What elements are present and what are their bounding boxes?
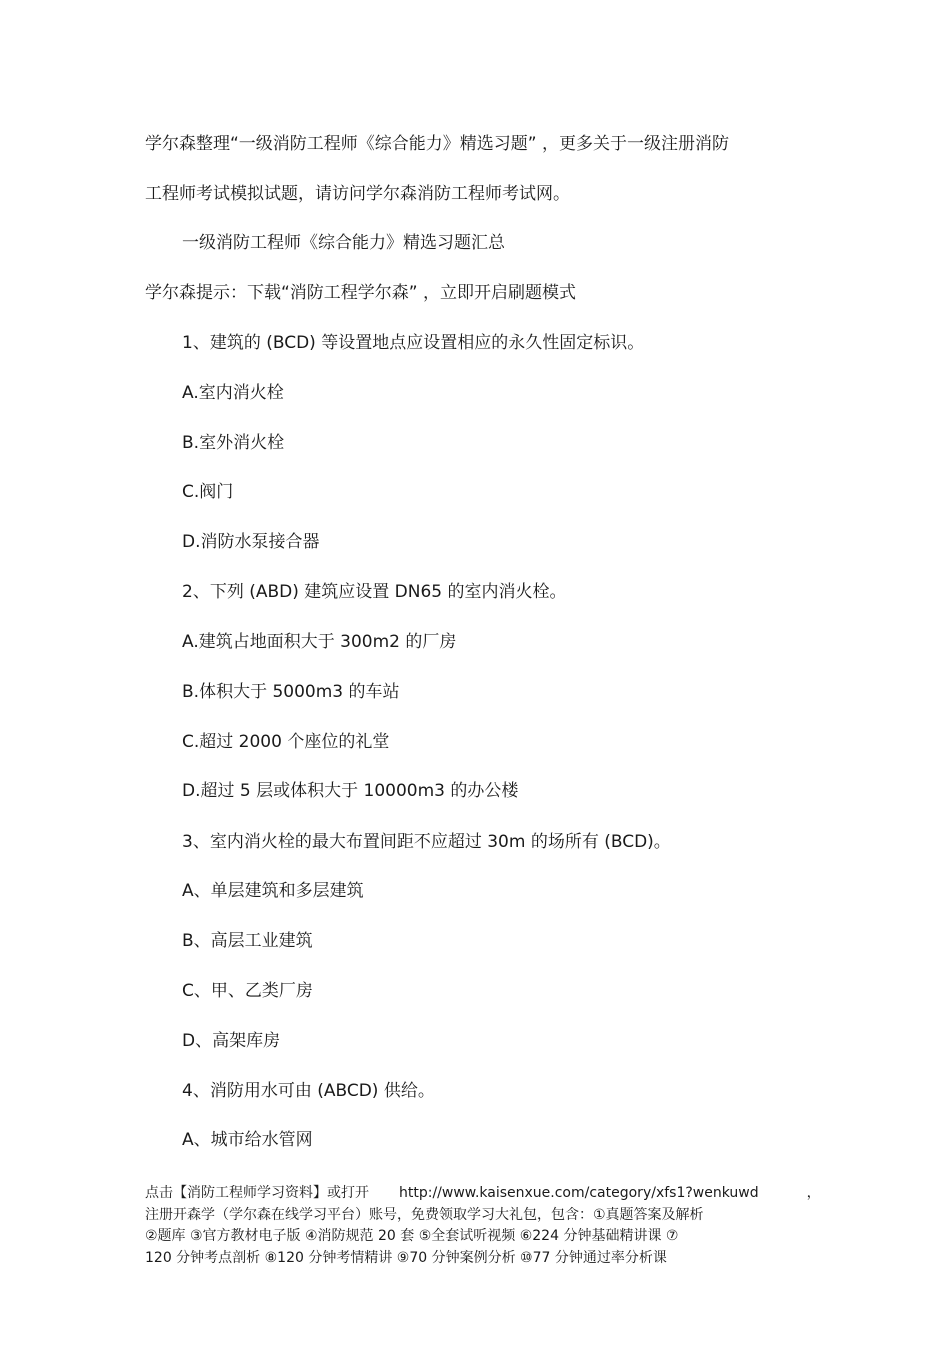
question-1-option-c: C.阀门 [182,482,234,502]
question-2-option-a: A.建筑占地面积大于 300m2 的厂房 [182,632,457,652]
question-1-option-a: A.室内消火栓 [182,383,284,403]
intro-line-2: 工程师考试模拟试题，请访问学尔森消防工程师考试网。 [145,184,570,204]
question-4-option-a: A、城市给水管网 [182,1130,313,1150]
question-1-stem: 1、建筑的 (BCD) 等设置地点应设置相应的永久性固定标识。 [182,333,645,353]
question-2-option-d: D.超过 5 层或体积大于 10000m3 的办公楼 [182,781,519,801]
intro-line-1: 学尔森整理“一级消防工程师《综合能力》精选习题” ，更多关于一级注册消防 [145,134,730,154]
question-3-option-d: D、高架库房 [182,1031,281,1051]
footer-row-3: ②题库 ③官方教材电子版 ④消防规范 20 套 ⑤全套试听视频 ⑥224 分钟基础精讲课 ⑦ [145,1228,679,1244]
footer-row-1 [145,1183,821,1205]
footer-row-2: 注册开森学（学尔森在线学习平台）账号，免费领取学习大礼包，包含：①真题答案及解析 [145,1206,704,1223]
question-3-option-a: A、单层建筑和多层建筑 [182,881,364,901]
question-1-option-d: D.消防水泵接合器 [182,532,320,552]
question-4-stem: 4、消防用水可由 (ABCD) 供给。 [182,1081,435,1101]
footer-url-link[interactable]: http://www.kaisenxue.com/category/xfs1?wenkuwd [399,1185,759,1201]
question-3-stem: 3、室内消火栓的最大布置间距不应超过 30m 的场所有 (BCD)。 [182,832,671,852]
question-3-option-b: B、高层工业建筑 [182,931,313,951]
footer-comma: ， [806,1185,821,1201]
question-2-option-b: B.体积大于 5000m3 的车站 [182,682,400,702]
footer-row-4: 120 分钟考点剖析 ⑧120 分钟考情精讲 ⑨70 分钟案例分析 ⑩77 分钟通过率分析课 [145,1249,667,1266]
tip-line: 学尔森提示：下载“消防工程学尔森” ，立即开启刷题模式 [145,283,577,303]
footer-link-text[interactable]: 点击【消防工程师学习资料】或打开 [145,1185,369,1201]
question-1-option-b: B.室外消火栓 [182,433,285,453]
question-3-option-c: C、甲、乙类厂房 [182,981,313,1001]
question-2-option-c: C.超过 2000 个座位的礼堂 [182,732,390,752]
section-title: 一级消防工程师《综合能力》精选习题汇总 [182,233,505,253]
promo-footer [145,1183,821,1269]
question-2-stem: 2、下列 (ABD) 建筑应设置 DN65 的室内消火栓。 [182,582,567,602]
